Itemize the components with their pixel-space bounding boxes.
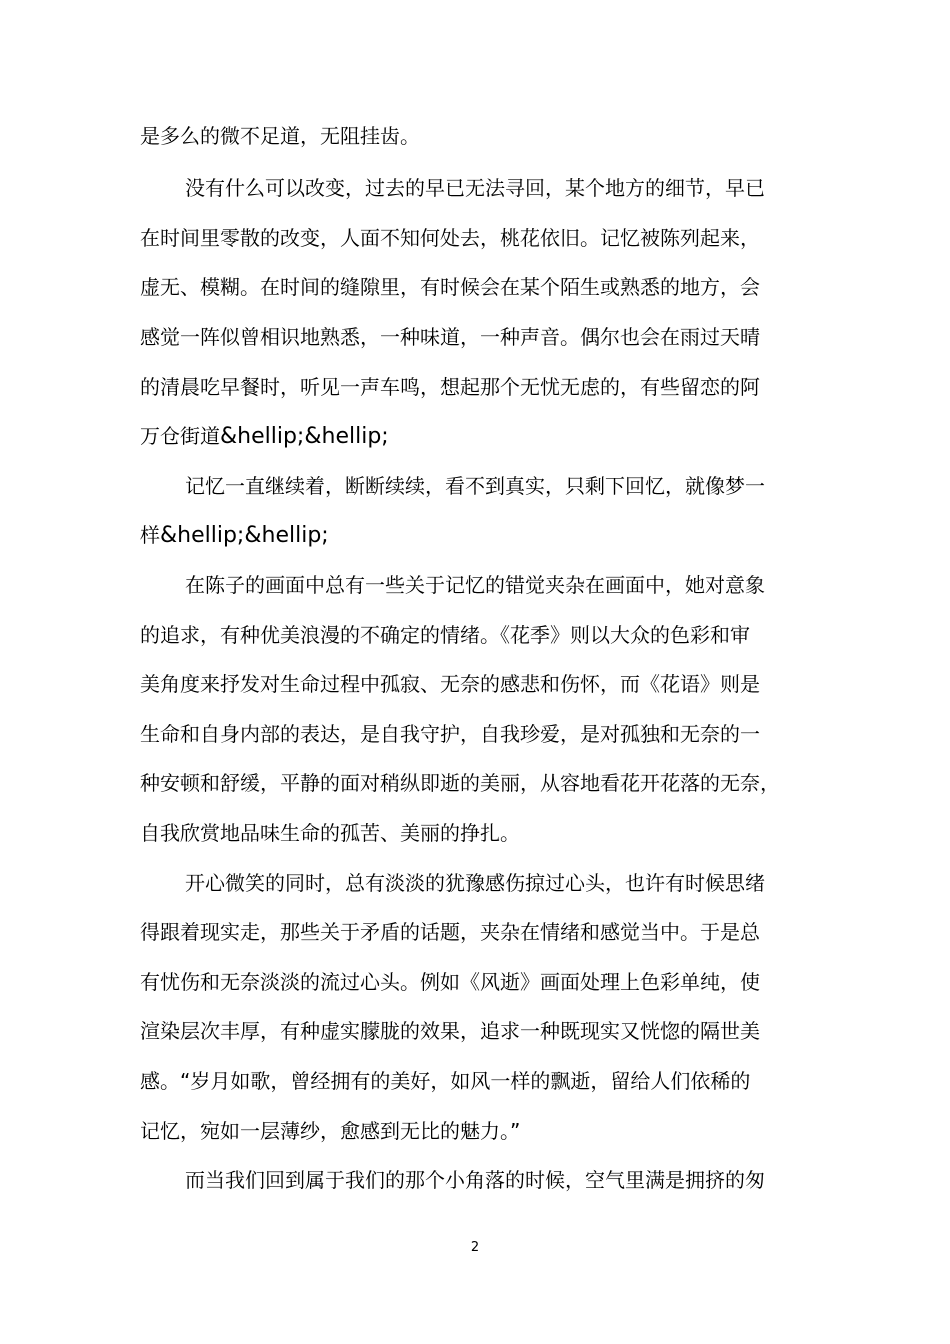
text-line-with-entity [140, 521, 329, 550]
text-segment: 样 [140, 523, 160, 547]
text-segment: 万仓街道 [140, 424, 220, 448]
text-line: 是多么的微不足道，无阻挂齿。 [140, 124, 420, 148]
paragraph-first-line: 开心微笑的同时，总有淡淡的犹豫感伤掠过心头，也许有时候思绪 [185, 871, 765, 895]
text-line: 美角度来抒发对生命过程中孤寂、无奈的感悲和伤怀，而《花语》则是 [140, 672, 760, 696]
text-line: 虚无、模糊。在时间的缝隙里，有时候会在某个陌生或熟悉的地方，会 [140, 275, 760, 299]
text-line-with-entity [140, 422, 389, 451]
page-number: 2 [470, 1240, 480, 1255]
text-line: 得跟着现实走，那些关于矛盾的话题，夹杂在情绪和感觉当中。于是总 [140, 920, 760, 944]
text-line: 有忧伤和无奈淡淡的流过心头。例如《风逝》画面处理上色彩单纯，使 [140, 970, 760, 994]
text-line: 自我欣赏地品味生命的孤苦、美丽的挣扎。 [140, 821, 520, 845]
paragraph-first-line: 记忆一直继续着，断断续续，看不到真实，只剩下回忆，就像梦一 [185, 474, 765, 498]
text-line: 在时间里零散的改变，人面不知何处去，桃花依旧。记忆被陈列起来， [140, 226, 760, 250]
text-line: 的清晨吃早餐时，听见一声车鸣，想起那个无忧无虑的，有些留恋的阿 [140, 375, 760, 399]
text-line: 渲染层次丰厚，有种虚实朦胧的效果，追求一种既现实又恍惚的隔世美 [140, 1019, 760, 1043]
text-line: 生命和自身内部的表达，是自我守护，自我珍爱，是对孤独和无奈的一 [140, 722, 760, 746]
html-entity-text: &hellip;&hellip; [160, 523, 329, 548]
html-entity-text: &hellip;&hellip; [220, 424, 389, 449]
text-line: 的追求，有种优美浪漫的不确定的情绪。《花季》则以大众的色彩和审 [140, 623, 750, 647]
paragraph-first-line: 而当我们回到属于我们的那个小角落的时候，空气里满是拥挤的匆 [185, 1168, 765, 1192]
paragraph-first-line: 在陈子的画面中总有一些关于记忆的错觉夹杂在画面中，她对意象 [185, 573, 765, 597]
paragraph-first-line: 没有什么可以改变，过去的早已无法寻回，某个地方的细节，早已 [185, 176, 765, 200]
text-line: 种安顿和舒缓，平静的面对稍纵即逝的美丽，从容地看花开花落的无奈， [140, 771, 780, 795]
text-line: 感。“岁月如歌，曾经拥有的美好，如风一样的飘逝，留给人们依稀的 [140, 1069, 751, 1093]
text-line: 感觉一阵似曾相识地熟悉，一种味道，一种声音。偶尔也会在雨过天晴 [140, 325, 760, 349]
text-line: 记忆，宛如一层薄纱，愈感到无比的魅力。” [140, 1119, 521, 1143]
